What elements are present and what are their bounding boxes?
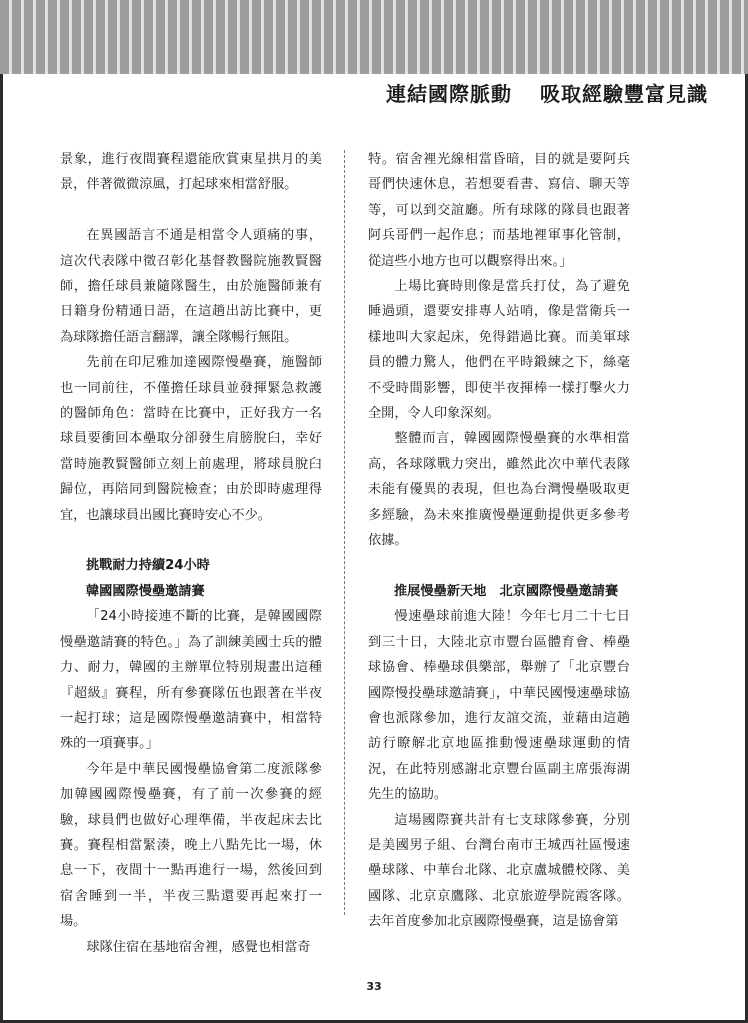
right-paragraph-1: 特。宿舍裡光線相當昏暗，目的就是要阿兵哥們快速休息，若想要看書、寫信、聊天等等，可以到交誼廳。所有球隊的隊員也跟著阿兵哥們一起作息；而基地裡軍事化管制，從這些小地方也可以觀察得出來。」: [368, 152, 630, 269]
left-paragraph-3: 先前在印尼雅加達國際慢壘賽，施醫師也一同前往，不僅擔任球員並發揮緊急救護的醫師角色：當時在比賽中，正好我方一名球員要衝回本壘取分卻發生肩膀脫臼，幸好當時施教賢醫師立刻上前處理，將球員脫臼歸位，再陪同到醫院檢查；由於即時處理得宜，也讓球員出國比賽時安心不少。: [60, 355, 322, 523]
left-paragraph-6: 球隊住宿在基地宿舍裡，感覺也相當奇: [86, 939, 311, 955]
left-paragraph-1: 景象，進行夜間賽程還能欣賞東星拱月的美景，伴著微微涼風，打起球來相當舒服。: [60, 152, 322, 193]
left-column: [60, 147, 322, 960]
page-header-title: [386, 78, 708, 107]
right-paragraph-2: 上場比賽時則像是當兵打仗，為了避免睡過頭，還要安排專人站哨，像是當衛兵一樣地叫大家起床，免得錯過比賽。而美軍球員的體力驚人，他們在平時鍛練之下，絲毫不受時間影響，即使半夜揮棒一樣打擊火力全開，令人印象深刻。: [368, 279, 630, 422]
header-title-part2: 吸取經驗豐富見識: [540, 82, 708, 106]
left-paragraph-2: 在異國語言不通是相當令人頭痛的事，這次代表隊中徵召彰化基督教醫院施教賢醫師，擔任球員兼隨隊醫生，由於施醫師兼有日籍身份精通日語，在這趟出訪比賽中，更為球隊擔任語言翻譯，讓全隊暢行無阻。: [60, 228, 322, 345]
right-paragraph-5: 這場國際賽共計有七支球隊參賽，分別是美國男子組、台灣台南市王城西社區慢速壘球隊、中華台北隊、北京盧城體校隊、美國隊、北京京鷹隊、北京旅遊學院霞客隊。去年首度參加北京國際慢壘賽，這是協會第: [368, 812, 630, 930]
page-number: 33: [366, 980, 382, 993]
page-border-left: [0, 74, 3, 1023]
section-heading-beijing: 推展慢壘新天地 北京國際慢壘邀請賽: [394, 583, 619, 599]
header-title-part1: 連結國際脈動: [386, 82, 512, 106]
column-divider: [344, 150, 345, 915]
right-column: [368, 147, 630, 935]
right-paragraph-4: 慢速壘球前進大陸！今年七月二十七日到三十日，大陸北京市豐台區體育會、棒壘球協會、棒壘球俱樂部，舉辦了「北京豐台國際慢投壘球邀請賽」，中華民國慢速壘球協會也派隊參加，進行友誼交流，並藉由這趟訪行瞭解北京地區推動慢速壘球運動的情況，在此特別感謝北京豐台區副主席張海湖先生的協助。: [368, 609, 630, 803]
right-paragraph-3: 整體而言，韓國國際慢壘賽的水準相當高，各球隊戰力突出，雖然此次中華代表隊未能有優異的表現，但也為台灣慢壘吸取更多經驗，為未來推廣慢壘運動提供更多參考依據。: [368, 431, 630, 549]
left-paragraph-5: 今年是中華民國慢壘協會第二度派隊參加韓國國際慢壘賽，有了前一次參賽的經驗，球員們也做好心理準備，半夜起床去比賽。賽程相當緊湊，晚上八點先比一場，休息一下，夜間十一點再進行一場，然後回到宿舍睡到一半，半夜三點還要再起來打一場。: [60, 761, 322, 930]
section-heading-korea-line2: 韓國國際慢壘邀請賽: [86, 583, 205, 599]
header-stripe-band: [0, 0, 748, 74]
left-paragraph-4: 「24小時接連不斷的比賽，是韓國國際慢壘邀請賽的特色。」為了訓練美國士兵的體力、耐力，韓國的主辦單位特別規畫出這種『超級』賽程，所有參賽隊伍也跟著在半夜一起打球；這是國際慢壘邀請賽中，相當特殊的一項賽事。」: [60, 609, 322, 752]
section-heading-korea-line1: 挑戰耐力持續24小時: [86, 558, 210, 574]
